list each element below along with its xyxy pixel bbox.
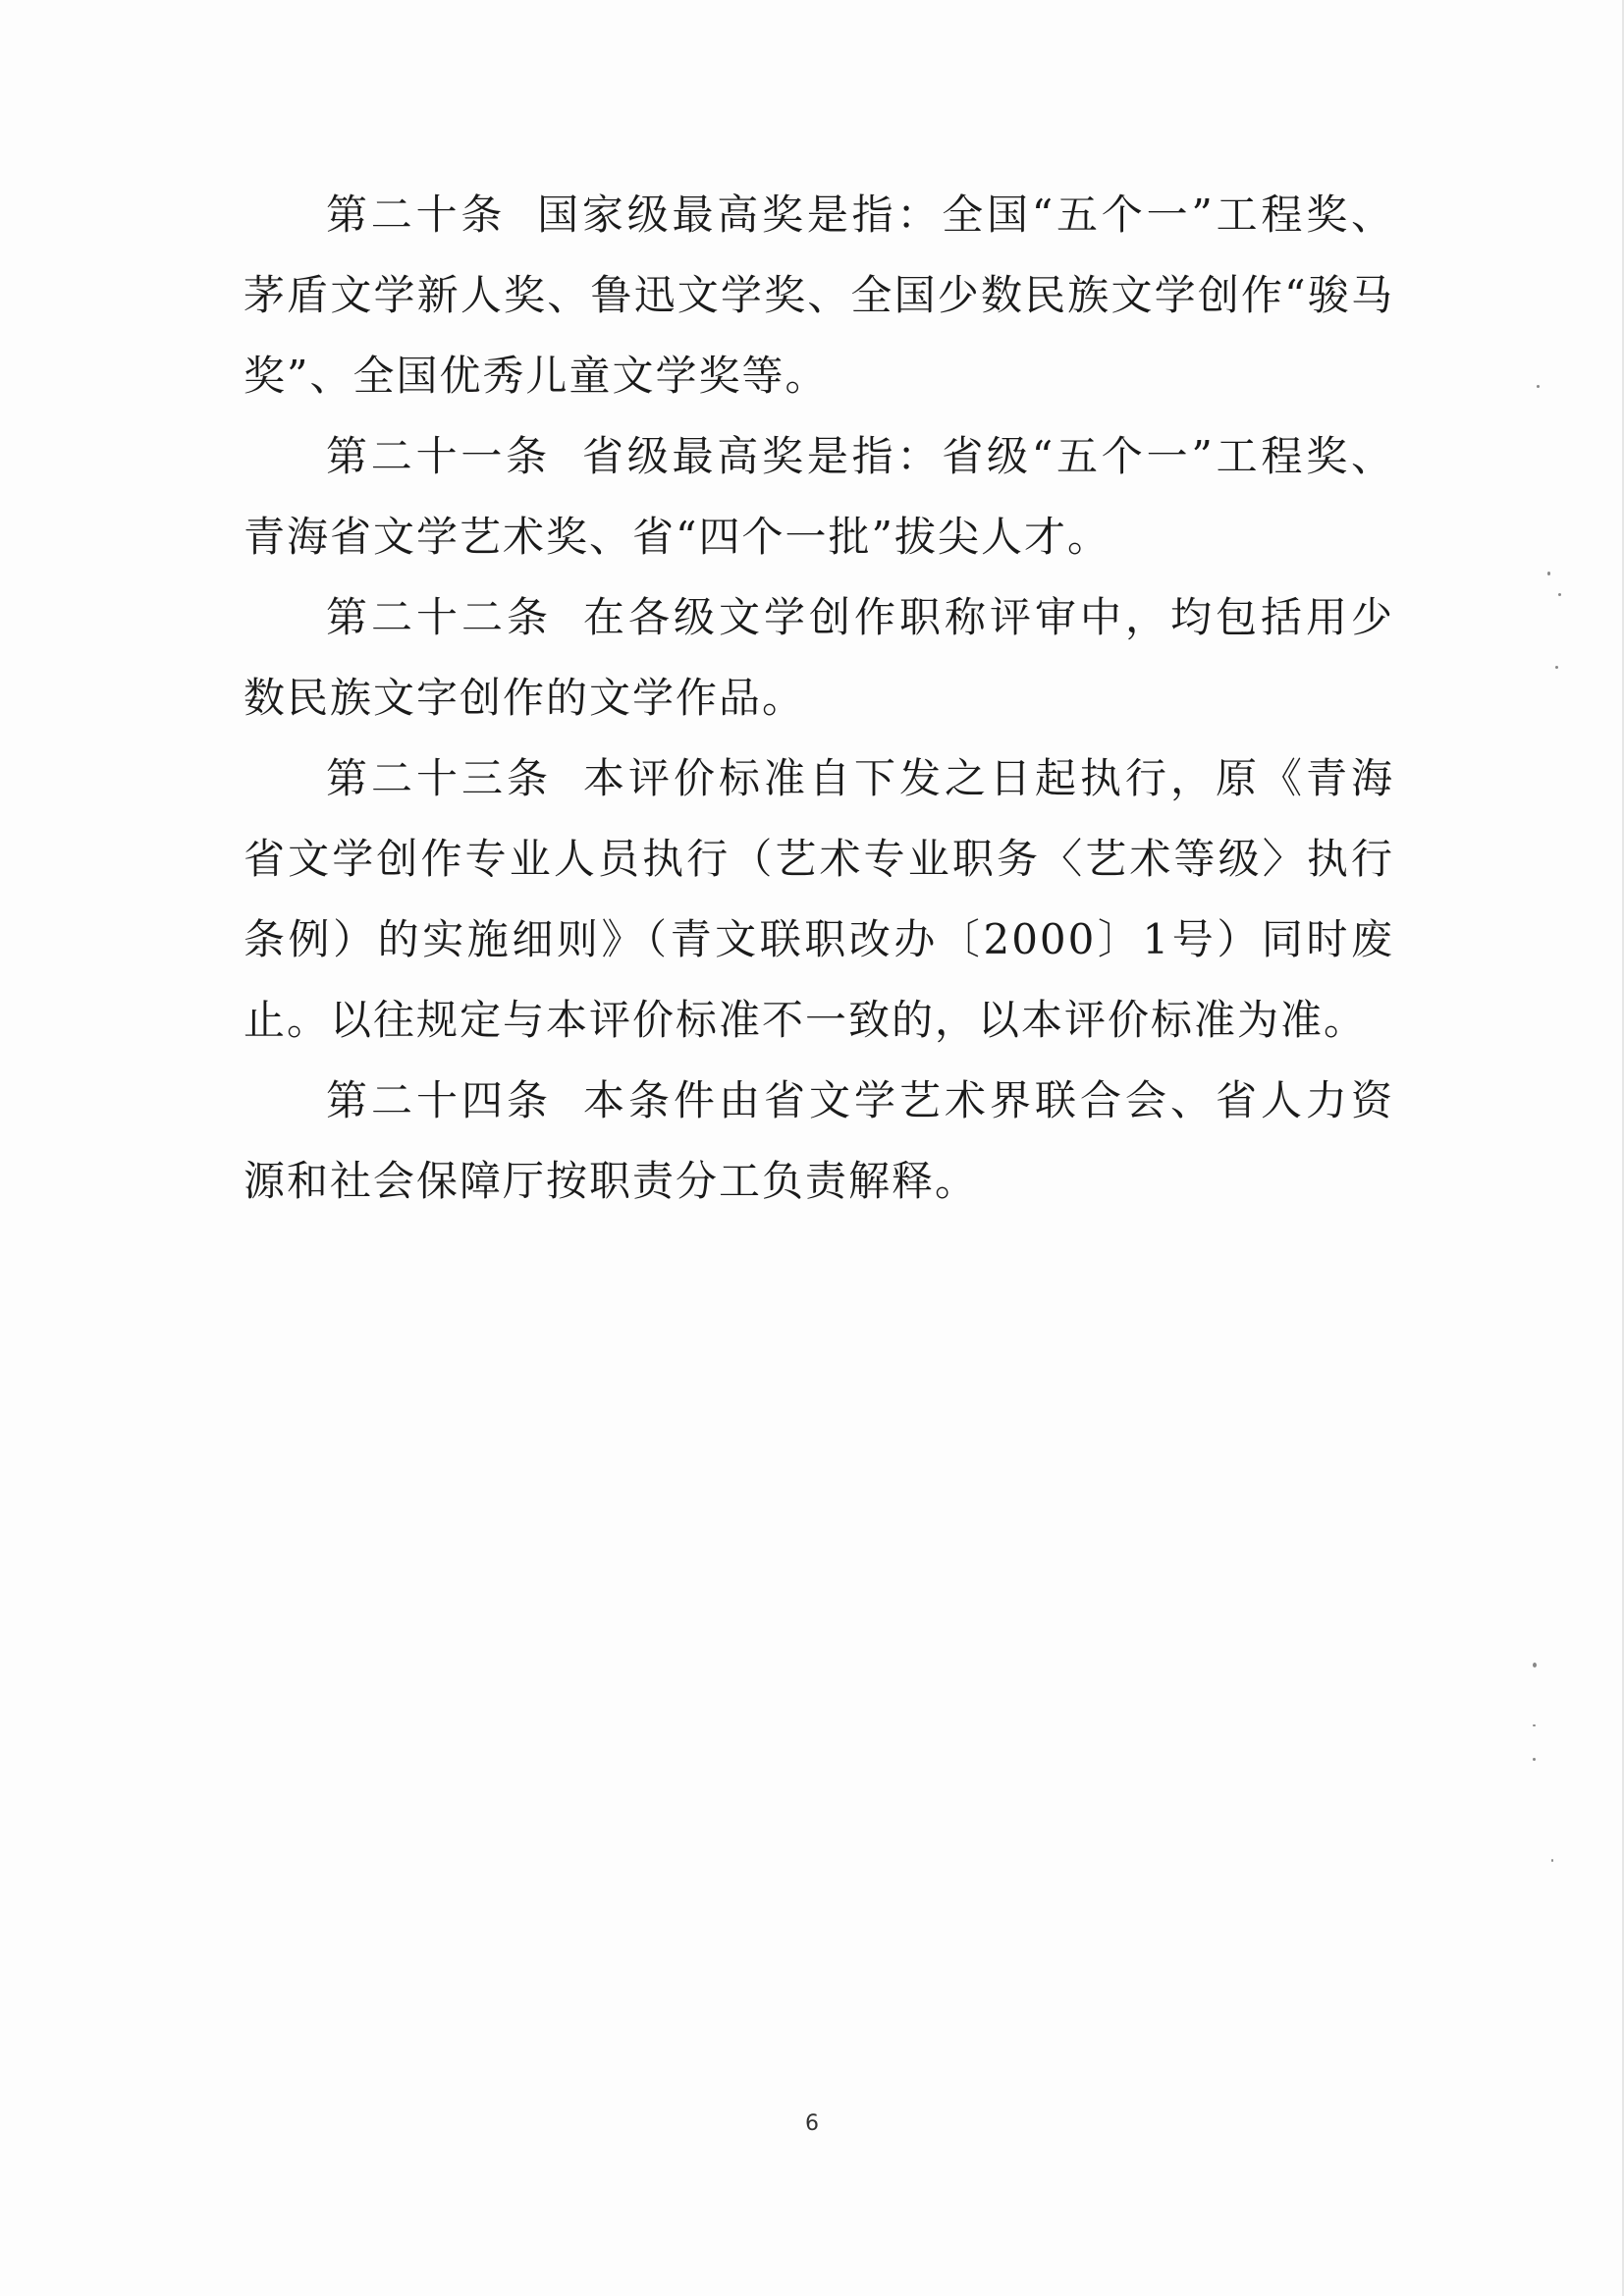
article-24 [244,1061,1394,1222]
article-text: 省级最高奖是指：省级“五个一”工程奖、青海省文学艺术奖、省“四个一批”拔尖人才。 [244,432,1394,561]
article-text: 本评价标准自下发之日起执行，原《青海省文学创作专业人员执行（艺术专业职务〈艺术等级〉执行条例）的实施细则》（青文联职改办〔2000〕1号）同时废止。以往规定与本评价标准不一致的，以本评价标准为准。 [244,754,1394,1044]
article-22 [244,577,1394,738]
article-label: 第二十三条 [326,754,552,802]
page-number: 6 [805,2111,819,2136]
article-text: 本条件由省文学艺术界联合会、省人力资源和社会保障厅按职责分工负责解释。 [244,1076,1394,1205]
scan-speck [1551,1859,1553,1862]
article-20 [244,175,1394,416]
article-text: 国家级最高奖是指：全国“五个一”工程奖、茅盾文学新人奖、鲁迅文学奖、全国少数民族文学创作“骏马奖”、全国优秀儿童文学奖等。 [244,191,1394,400]
scan-speck [1558,593,1561,596]
article-label: 第二十条 [326,191,507,239]
article-label: 第二十一条 [326,432,551,480]
article-text: 在各级文学创作职称评审中，均包括用少数民族文字创作的文学作品。 [244,593,1394,722]
scan-speck [1533,1758,1536,1761]
article-label: 第二十二条 [326,593,552,641]
scan-speck [1547,572,1550,575]
article-label: 第二十四条 [326,1076,552,1124]
scan-speck [1533,1724,1536,1726]
scan-speck [1533,1663,1537,1667]
scan-speck [1555,666,1558,669]
scan-speck [1537,385,1540,388]
document-body [244,175,1394,1222]
article-21 [244,416,1394,577]
article-23 [244,738,1394,1061]
